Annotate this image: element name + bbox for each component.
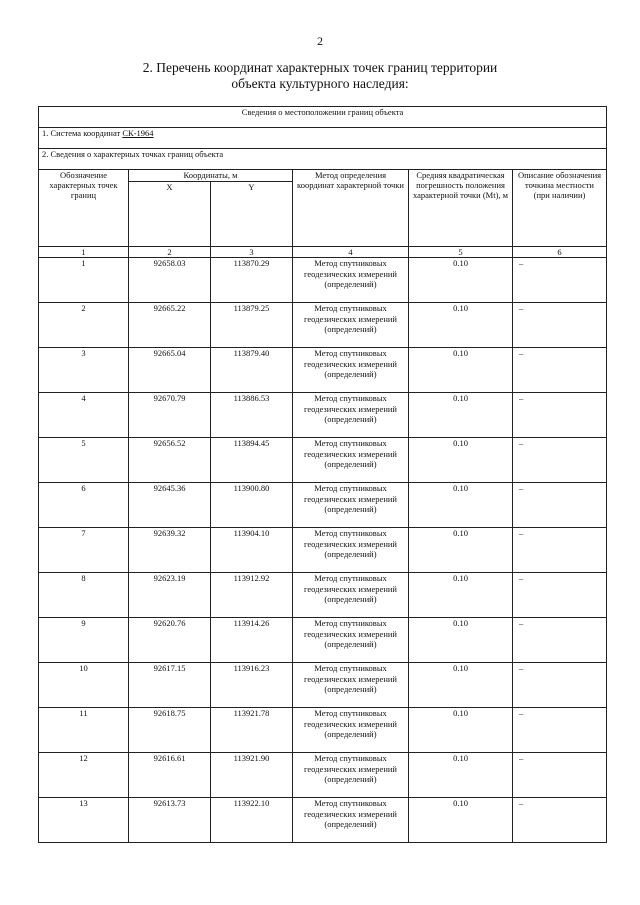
x-coordinate-cell: 92618.75 bbox=[129, 708, 211, 753]
y-coordinate-cell: 113904.10 bbox=[211, 528, 293, 573]
description-cell: – bbox=[513, 708, 607, 753]
point-number-cell: 2 bbox=[39, 303, 129, 348]
error-cell: 0.10 bbox=[409, 618, 513, 663]
description-cell: – bbox=[513, 393, 607, 438]
page-number: 2 bbox=[317, 34, 323, 48]
method-cell: Метод спутниковых геодезических измерений (определений) bbox=[293, 348, 409, 393]
table-row bbox=[39, 753, 607, 798]
x-coordinate-cell: 92639.32 bbox=[129, 528, 211, 573]
y-coordinate-cell: 113879.25 bbox=[211, 303, 293, 348]
column-index: 1 bbox=[39, 247, 129, 258]
points-info-label: 2. Сведения о характерных точках границ объекта bbox=[39, 149, 607, 170]
description-cell: – bbox=[513, 753, 607, 798]
heading-line-1: 2. Перечень координат характерных точек границ территории bbox=[142, 60, 498, 75]
coordinates-table bbox=[38, 106, 607, 843]
table-row bbox=[39, 393, 607, 438]
x-coordinate-cell: 92617.15 bbox=[129, 663, 211, 708]
point-number-cell: 13 bbox=[39, 798, 129, 843]
method-cell: Метод спутниковых геодезических измерений (определений) bbox=[293, 753, 409, 798]
description-cell: – bbox=[513, 438, 607, 483]
method-cell: Метод спутниковых геодезических измерений (определений) bbox=[293, 618, 409, 663]
point-number-cell: 7 bbox=[39, 528, 129, 573]
coordinate-system-label: 1. Система координат bbox=[42, 128, 123, 138]
y-coordinate-cell: 113921.78 bbox=[211, 708, 293, 753]
table-row bbox=[39, 303, 607, 348]
table-row bbox=[39, 483, 607, 528]
header-description: Описание обозначения точкина местности (при наличии) bbox=[513, 170, 607, 247]
point-number-cell: 8 bbox=[39, 573, 129, 618]
point-number-cell: 1 bbox=[39, 258, 129, 303]
header-method: Метод определения координат характерной точки bbox=[293, 170, 409, 247]
x-coordinate-cell: 92670.79 bbox=[129, 393, 211, 438]
description-cell: – bbox=[513, 573, 607, 618]
column-index: 3 bbox=[211, 247, 293, 258]
y-coordinate-cell: 113922.10 bbox=[211, 798, 293, 843]
description-cell: – bbox=[513, 618, 607, 663]
column-index: 2 bbox=[129, 247, 211, 258]
description-cell: – bbox=[513, 528, 607, 573]
y-coordinate-cell: 113916.23 bbox=[211, 663, 293, 708]
x-coordinate-cell: 92665.22 bbox=[129, 303, 211, 348]
method-cell: Метод спутниковых геодезических измерений (определений) bbox=[293, 528, 409, 573]
x-coordinate-cell: 92613.73 bbox=[129, 798, 211, 843]
table-row bbox=[39, 348, 607, 393]
y-coordinate-cell: 113894.45 bbox=[211, 438, 293, 483]
header-x: X bbox=[129, 182, 211, 247]
error-cell: 0.10 bbox=[409, 753, 513, 798]
method-cell: Метод спутниковых геодезических измерений (определений) bbox=[293, 573, 409, 618]
column-index: 4 bbox=[293, 247, 409, 258]
point-number-cell: 4 bbox=[39, 393, 129, 438]
table-row bbox=[39, 573, 607, 618]
table-row bbox=[39, 798, 607, 843]
column-index: 5 bbox=[409, 247, 513, 258]
description-cell: – bbox=[513, 798, 607, 843]
error-cell: 0.10 bbox=[409, 303, 513, 348]
table-row bbox=[39, 258, 607, 303]
method-cell: Метод спутниковых геодезических измерений (определений) bbox=[293, 258, 409, 303]
error-cell: 0.10 bbox=[409, 573, 513, 618]
header-error: Средняя квадратическая погрешность положения характерной точки (Mt), м bbox=[409, 170, 513, 247]
x-coordinate-cell: 92645.36 bbox=[129, 483, 211, 528]
section-title: Сведения о местоположении границ объекта bbox=[39, 107, 607, 128]
description-cell: – bbox=[513, 348, 607, 393]
point-number-cell: 5 bbox=[39, 438, 129, 483]
method-cell: Метод спутниковых геодезических измерений (определений) bbox=[293, 483, 409, 528]
error-cell: 0.10 bbox=[409, 393, 513, 438]
error-cell: 0.10 bbox=[409, 483, 513, 528]
header-y: Y bbox=[211, 182, 293, 247]
method-cell: Метод спутниковых геодезических измерений (определений) bbox=[293, 708, 409, 753]
table-row bbox=[39, 618, 607, 663]
table-row bbox=[39, 438, 607, 483]
point-number-cell: 9 bbox=[39, 618, 129, 663]
point-number-cell: 10 bbox=[39, 663, 129, 708]
y-coordinate-cell: 113879.40 bbox=[211, 348, 293, 393]
y-coordinate-cell: 113900.80 bbox=[211, 483, 293, 528]
heading-line-2: объекта культурного наследия: bbox=[231, 76, 409, 91]
x-coordinate-cell: 92623.19 bbox=[129, 573, 211, 618]
description-cell: – bbox=[513, 258, 607, 303]
point-number-cell: 11 bbox=[39, 708, 129, 753]
error-cell: 0.10 bbox=[409, 348, 513, 393]
point-number-cell: 3 bbox=[39, 348, 129, 393]
method-cell: Метод спутниковых геодезических измерений (определений) bbox=[293, 663, 409, 708]
method-cell: Метод спутниковых геодезических измерений (определений) bbox=[293, 798, 409, 843]
coordinate-system-value: СК-1964 bbox=[122, 128, 154, 138]
column-index: 6 bbox=[513, 247, 607, 258]
table-row bbox=[39, 528, 607, 573]
x-coordinate-cell: 92665.04 bbox=[129, 348, 211, 393]
column-index-row bbox=[39, 247, 607, 258]
y-coordinate-cell: 113921.90 bbox=[211, 753, 293, 798]
error-cell: 0.10 bbox=[409, 708, 513, 753]
error-cell: 0.10 bbox=[409, 258, 513, 303]
x-coordinate-cell: 92658.03 bbox=[129, 258, 211, 303]
method-cell: Метод спутниковых геодезических измерений (определений) bbox=[293, 393, 409, 438]
x-coordinate-cell: 92656.52 bbox=[129, 438, 211, 483]
method-cell: Метод спутниковых геодезических измерений (определений) bbox=[293, 438, 409, 483]
y-coordinate-cell: 113914.26 bbox=[211, 618, 293, 663]
error-cell: 0.10 bbox=[409, 528, 513, 573]
description-cell: – bbox=[513, 303, 607, 348]
x-coordinate-cell: 92616.61 bbox=[129, 753, 211, 798]
page-heading bbox=[60, 60, 580, 92]
description-cell: – bbox=[513, 483, 607, 528]
header-coordinates: Координаты, м bbox=[129, 170, 293, 182]
y-coordinate-cell: 113912.92 bbox=[211, 573, 293, 618]
x-coordinate-cell: 92620.76 bbox=[129, 618, 211, 663]
error-cell: 0.10 bbox=[409, 663, 513, 708]
y-coordinate-cell: 113886.53 bbox=[211, 393, 293, 438]
table-row bbox=[39, 663, 607, 708]
error-cell: 0.10 bbox=[409, 438, 513, 483]
description-cell: – bbox=[513, 663, 607, 708]
coordinate-system bbox=[39, 128, 607, 149]
header-point: Обозначение характерных точек границ bbox=[39, 170, 129, 247]
table-row bbox=[39, 708, 607, 753]
point-number-cell: 6 bbox=[39, 483, 129, 528]
point-number-cell: 12 bbox=[39, 753, 129, 798]
error-cell: 0.10 bbox=[409, 798, 513, 843]
method-cell: Метод спутниковых геодезических измерений (определений) bbox=[293, 303, 409, 348]
y-coordinate-cell: 113870.29 bbox=[211, 258, 293, 303]
